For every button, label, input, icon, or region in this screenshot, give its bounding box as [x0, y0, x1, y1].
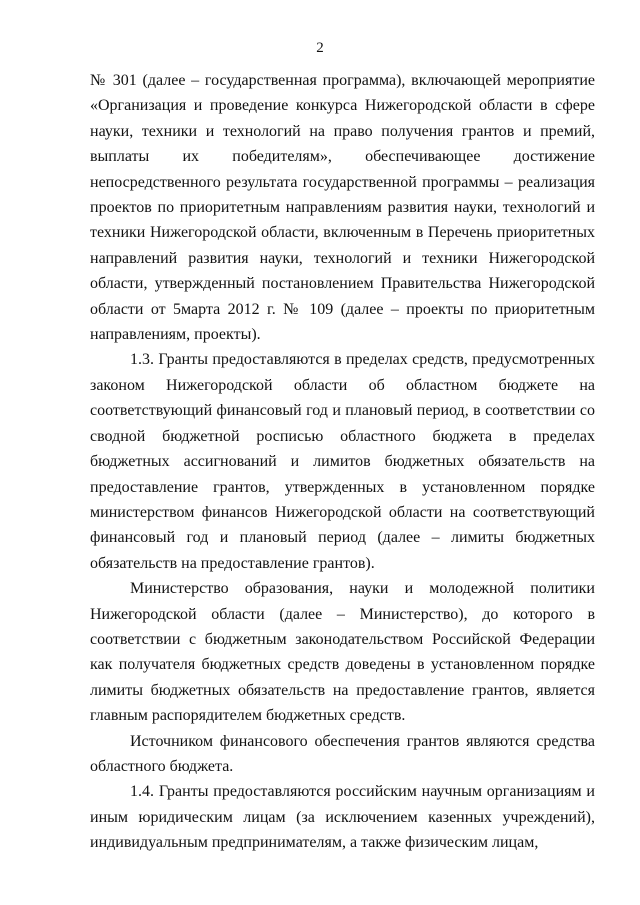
paragraph-1-3: 1.3. Гранты предоставляются в пределах средств, предусмотренных законом Нижегородской области об областном бюджете на соответствующий финансовый год и плановый период, в соответствии со сводной бюджетной росписью областного бюджета в пределах бюджетных ассигнований и лимитов бюджетных обязательств на предоставление грантов, утвержденных в установленном порядке министерством финансов Нижегородской области на соответствующий финансовый год и плановый период (далее – лимиты бюджетных обязательств на предоставление грантов). — [90, 351, 595, 572]
paragraph-1-4: 1.4. Гранты предоставляются российским научным организациям и иным юридическим лицам (за исключением казенных учреждений), индивидуальным предпринимателям, а также физическим лицам, — [90, 783, 595, 852]
paragraph-ministry: Министерство образования, науки и молодежной политики Нижегородской области (далее – Министерство), до которого в соответствии с бюджетным законодательством Российской Федерации как получателя бюджетных средств доведены в установленном порядке лимиты бюджетных обязательств на предоставление грантов, является главным распорядителем бюджетных средств. — [90, 580, 595, 725]
paragraph-funding-source: Источником финансового обеспечения грантов являются средства областного бюджета. — [90, 732, 595, 775]
document-body — [90, 68, 595, 856]
page-number: 2 — [316, 40, 324, 56]
paragraph-continuation: № 301 (далее – государственная программа), включающей мероприятие «Организация и проведение конкурса Нижегородской области в сфере науки, техники и технологий на право получения грантов и премий, выплаты их победителям», обеспечивающее достижение непосредственного результата государственной программы – реализация проектов по приоритетным направлениям развития науки, технологий и техники Нижегородской области, включенным в Перечень приоритетных направлений развития науки, технологий и техники Нижегородской области, утвержденный постановлением Правительства Нижегородской области от 5марта 2012 г. № 109 (далее – проекты по приоритетным направлениям, проекты). — [90, 72, 595, 344]
